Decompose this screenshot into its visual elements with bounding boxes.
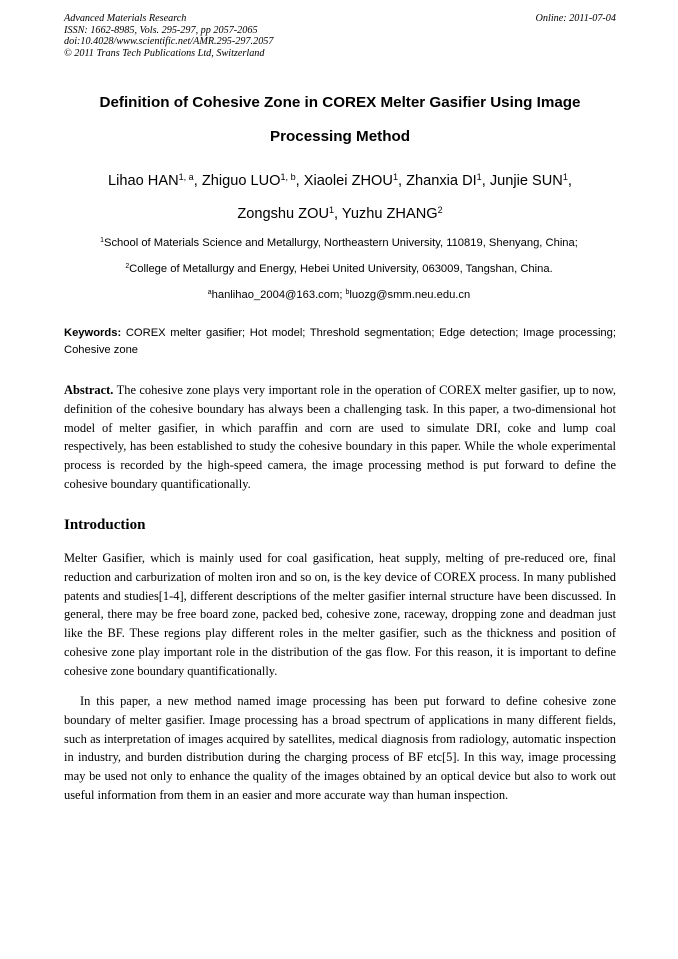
affiliation-text: School of Materials Science and Metallurgy, Northeastern University, 110819, Shenyang, China;	[104, 237, 578, 249]
abstract-label: Abstract.	[64, 383, 114, 397]
paper-title	[64, 86, 616, 154]
author-name: Zhanxia DI	[406, 173, 477, 189]
affiliation-2	[56, 262, 622, 278]
journal-name: Advanced Materials Research	[64, 13, 187, 24]
author-name: Zongshu ZOU	[237, 206, 329, 222]
keywords-text: COREX melter gasifier; Hot model; Threshold segmentation; Edge detection; Image processing; Cohesive zone	[64, 327, 616, 356]
author-sep: ,	[193, 173, 202, 189]
author-name: Xiaolei ZHOU	[303, 173, 393, 189]
author-sup: 1, b	[280, 172, 296, 183]
author-name: Yuzhu ZHANG	[341, 206, 438, 222]
email-sup-b: b	[345, 289, 350, 297]
author-sep: ,	[481, 173, 490, 189]
issn-line: ISSN: 1662-8985, Vols. 295-297, pp 2057-2065	[64, 24, 258, 36]
online-date: Online: 2011-07-04	[535, 13, 616, 24]
author-sup: 1	[562, 172, 568, 183]
keywords-label: Keywords:	[64, 327, 122, 339]
email-line	[56, 288, 622, 304]
author-sep: ,	[397, 173, 407, 189]
author-sep: ,	[567, 173, 572, 189]
author-sup: 2	[437, 205, 443, 216]
author-sup: 1	[328, 205, 335, 216]
affiliation-text: College of Metallurgy and Energy, Hebei United University, 063009, Tangshan, China.	[129, 263, 553, 275]
abstract-text: The cohesive zone plays very important role in the operation of COREX melter gasifier, up to now, definition of the cohesive boundary has always been a challenging task. In this paper, a two-dimensional hot model of melter gasifier, in which paraffin and corn are used to simulate DRI, coke and lump coal respectively, has been established to study the cohesive boundary in this paper. While the whole experimental process is recorded by the high-speed camera, the image processing method is put forward to define the cohesive boundary quantificationally.	[64, 383, 616, 491]
author-sup: 1	[392, 172, 398, 183]
introduction-paragraph-1: Melter Gasifier, which is mainly used for coal gasification, heat supply, melting of pre-reduced ore, final reduction and carburization of molten iron and so on, is the key device of COREX process. In many published patents and studies[1-4], different descriptions of the melter gasifier internal structure have been discussed. In general, there may be free board zone, packed bed, cohesive zone, raceway, dropping zone and deadman just like the BF. These regions play different roles in the melter gasifier, such as the thickness and position of cohesive zone play important role in the distribution of the gas flow. For this reason, it is important to define cohesive zone boundary quantificationally.	[64, 551, 616, 678]
email-a: hanlihao_2004@163.com	[211, 289, 340, 301]
email-b: luozg@smm.neu.edu.cn	[349, 289, 471, 301]
abstract	[64, 381, 616, 494]
author-list	[64, 165, 616, 231]
title-line-1: Definition of Cohesive Zone in COREX Melter Gasifier Using Image	[99, 94, 581, 111]
doi-line: doi:10.4028/www.scientific.net/AMR.295-297.2057	[64, 36, 274, 48]
author-name: Lihao HAN	[108, 173, 179, 189]
affiliation-1	[56, 236, 622, 252]
title-line-2: Processing Method	[269, 128, 411, 145]
email-sup-a: a	[207, 289, 212, 297]
author-sep: ,	[295, 173, 304, 189]
journal-header	[64, 13, 616, 59]
author-name: Junjie SUN	[489, 173, 563, 189]
author-name: Zhiguo LUO	[201, 173, 281, 189]
affiliation-sup: 2	[125, 263, 130, 271]
author-line-2	[64, 198, 616, 231]
affiliation-sup: 1	[100, 237, 104, 245]
author-line-1	[64, 165, 616, 198]
email-separator: ;	[339, 289, 346, 301]
author-sup: 1	[476, 172, 482, 183]
keywords	[64, 325, 616, 359]
section-heading-introduction: Introduction	[64, 517, 146, 533]
author-sep: ,	[334, 206, 342, 222]
copyright-line: © 2011 Trans Tech Publications Ltd, Switzerland	[64, 47, 265, 59]
author-sup: 1, a	[178, 172, 194, 183]
introduction-paragraph-2: In this paper, a new method named image processing has been put forward to define cohesive zone boundary of melter gasifier. Image processing has a broad spectrum of applications in many different fields, such as interpretation of images acquired by satellites, medical diagnosis from radiology, automatic inspection in industry, and burden distribution during the charging process of BF etc[5]. In this way, image processing may be used not only to enhance the quality of the images obtained by an optical device but also to work out useful information from them in an easier and more accurate way than human inspection.	[64, 694, 616, 802]
